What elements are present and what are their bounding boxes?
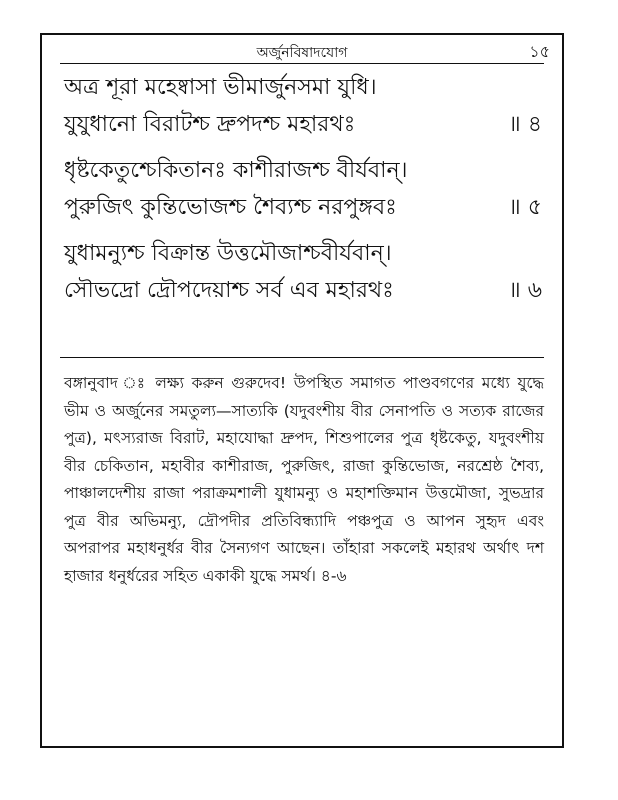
verse-text: অত্র শূরা মহেষ্বাসা ভীমার্জুনসমা যুধি। — [64, 75, 377, 100]
page-number: ১৫ — [529, 42, 550, 61]
page-frame — [40, 33, 564, 748]
verse-text: ধৃষ্টকেতুশ্চেকিতানঃ কাশীরাজশ্চ বীর্যবান্। — [64, 158, 408, 183]
chapter-title: অর্জুনবিষাদযোগ — [256, 45, 348, 61]
verse-line — [64, 106, 548, 143]
verse-text: যুযুধানো বিরাটশ্চ দ্রুপদশ্চ মহারথঃ — [64, 112, 356, 137]
verse-line — [64, 272, 548, 309]
header-rule — [60, 63, 544, 64]
sanskrit-verses — [64, 69, 548, 309]
verse-line — [64, 152, 548, 189]
section-divider — [60, 357, 544, 358]
verse-text: সৌভদ্রো দ্রৌপদেয়াশ্চ সর্ব এব মহারথঃ — [64, 278, 394, 303]
verse-line — [64, 235, 548, 272]
verse-text: পুরুজিৎ কুন্তিভোজশ্চ শৈব্যশ্চ নরপুঙ্গবঃ — [64, 195, 397, 220]
verse-number: ॥ ৬ — [508, 278, 542, 303]
verse-line — [64, 69, 548, 106]
verse-text: যুধামন্যুশ্চ বিক্রান্ত উত্তমৌজাশ্চবীর্যবান্। — [64, 241, 392, 266]
verse-number: ॥ ৪ — [508, 112, 542, 137]
verse-number: ॥ ৫ — [508, 195, 542, 220]
bengali-translation: বঙ্গানুবাদ ঃ লক্ষ্য করুন গুরুদেব! উপস্থিত সমাগত পাণ্ডবগণের মধ্যে যুদ্ধে ভীম ও অর্জুনের সমতুল্য—সাত্যকি (যদুবংশীয় বীর সেনাপতি ও সত্যক রাজের পুত্র), মৎস্যরাজ বিরাট, মহাযোদ্ধা দ্রুপদ, শিশুপালের পুত্র ধৃষ্টকেতু, যদুবংশীয় বীর চেকিতান, মহাবীর কাশীরাজ, পুরুজিৎ, রাজা কুন্তিভোজ, নরশ্রেষ্ঠ শৈব্য, পাঞ্চালদেশীয় রাজা পরাক্রমশালী যুধামন্যু ও মহাশক্তিমান উত্তমৌজা, সুভদ্রার পুত্র বীর অভিমন্যু, দ্রৌপদীর প্রতিবিন্ধ্যাদি পঞ্চপুত্র ও আপন সুহৃদ এবং অপরাপর মহাধনুর্ধর বীর সৈন্যগণ আছেন। তাঁহারা সকলেই মহারথ অর্থাৎ দশ হাজার ধনুর্ধরের সহিত একাকী যুদ্ধে সমর্থ। ৪-৬ — [64, 374, 544, 585]
verse-line — [64, 189, 548, 226]
